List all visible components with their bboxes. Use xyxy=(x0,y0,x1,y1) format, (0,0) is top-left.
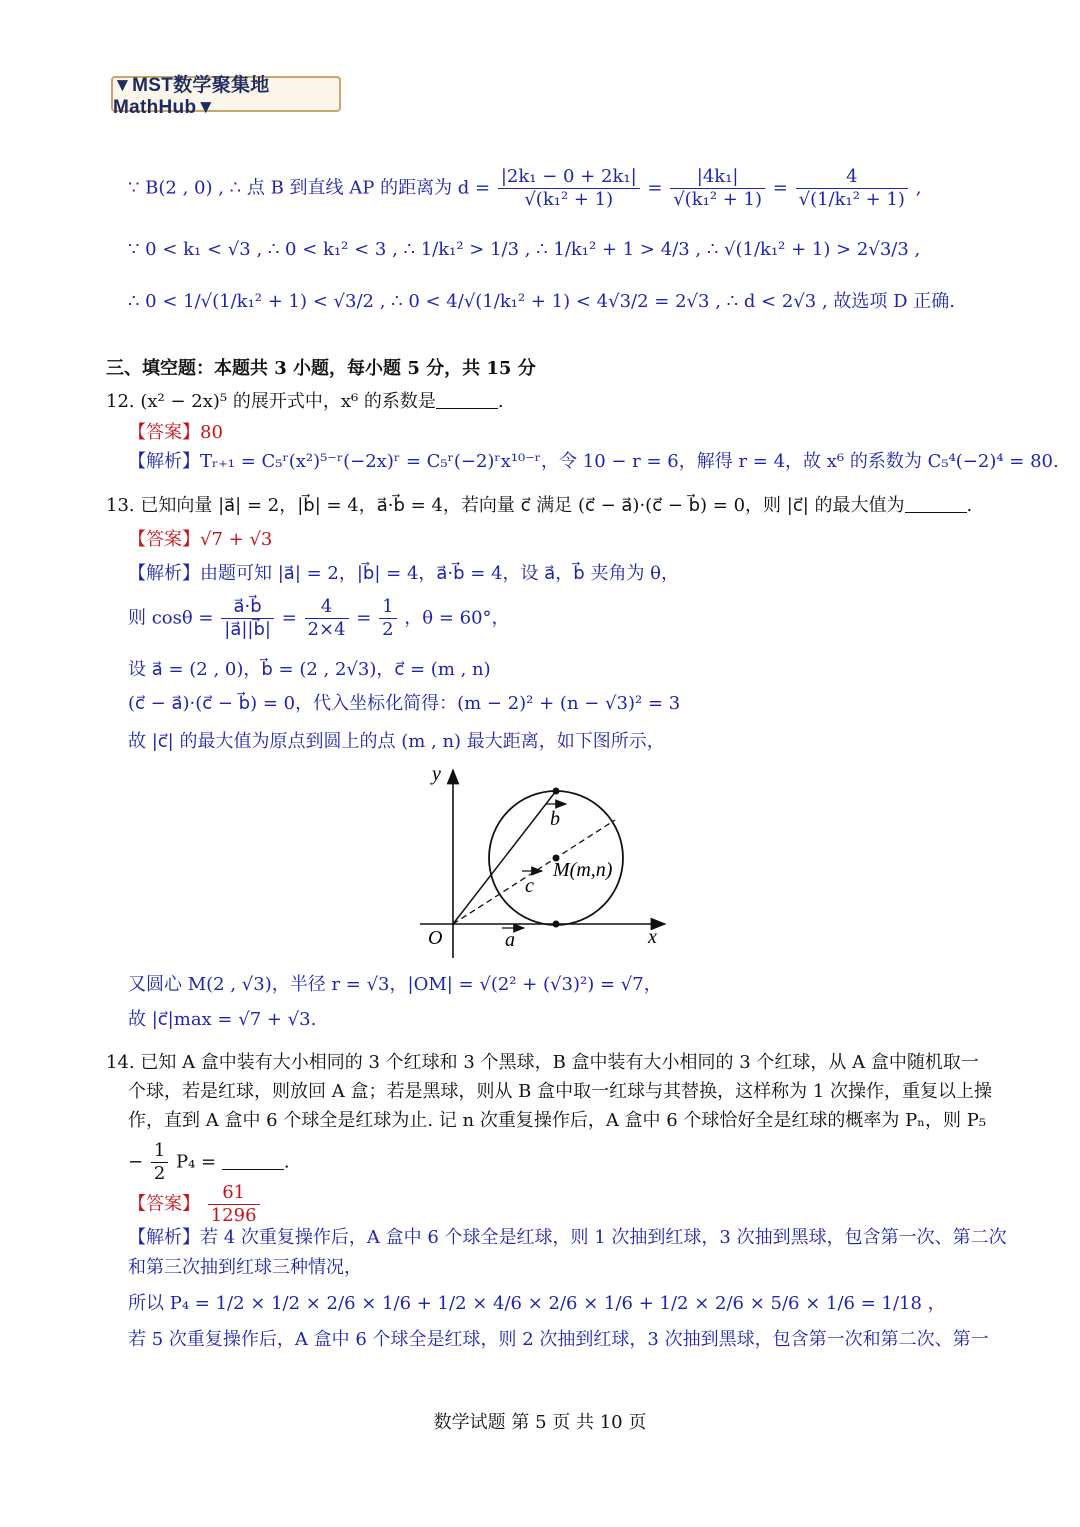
q13-stem xyxy=(106,494,972,518)
q11-eq: = xyxy=(647,177,669,199)
q14-analysis-1 xyxy=(128,1226,1007,1250)
q14-answer-den: 1296 xyxy=(210,1205,257,1226)
q14-analysis-2: 和第三次抽到红球三种情况， xyxy=(128,1257,362,1278)
q12-analysis-text: Tᵣ₊₁ = C₅ʳ(x²)⁵⁻ʳ(−2x)ʳ = C₅ʳ(−2)ʳx¹⁰⁻ʳ，令 10 − r = 6，解得 r = 4，故 x⁶ 的系数为 C₅⁴(−2)⁴ = 80. xyxy=(200,451,1059,472)
q13-frac1-num: a⃗·b⃗ xyxy=(221,596,274,619)
origin-label: O xyxy=(428,927,443,949)
q14-stem-4 xyxy=(128,1140,290,1185)
q13-a2-prefix: 则 cosθ = xyxy=(128,607,220,629)
q14-a1: 若 4 次重复操作后，A 盒中 6 个球全是红球，则 1 次抽到红球，3 次抽到黑球，包含第一次、第二次 xyxy=(200,1227,1007,1248)
b-label: b xyxy=(550,808,560,830)
page-footer: 数学试题 第 5 页 共 10 页 xyxy=(433,1412,647,1433)
analysis-tag: 【解析】 xyxy=(128,451,200,472)
q13-analysis-3: 设 a⃗ = (2 , 0)，b⃗ = (2 , 2√3)，c⃗ = (m , n) xyxy=(128,659,491,680)
mathhub-logo xyxy=(111,74,341,118)
x-label: x xyxy=(648,926,657,948)
q11-inequality-line: ∵ 0 < k₁ < √3 , ∴ 0 < k₁² < 3 , ∴ 1/k₁² > 1/3 , ∴ 1/k₁² + 1 > 4/3 , ∴ √(1/k₁² + 1) > 2√3/3 , xyxy=(128,239,921,260)
q11-frac2 xyxy=(670,166,765,211)
answer-tag: 【答案】 xyxy=(128,1193,200,1215)
analysis-tag: 【解析】 xyxy=(128,563,200,584)
q14-frac-num: 1 xyxy=(151,1140,168,1163)
q14-l4-mid: P₄ = xyxy=(176,1151,222,1173)
q13-frac2 xyxy=(305,596,349,641)
q12-analysis xyxy=(128,450,1059,474)
q13-analysis-1 xyxy=(128,562,679,586)
q14-stem-3: 作，直到 A 盒中 6 个球全是红球为止. 记 n 次重复操作后，A 盒中 6 个球恰好全是红球的概率为 Pₙ，则 P₅ xyxy=(128,1110,987,1131)
q14-answer-frac xyxy=(208,1182,260,1227)
q14-analysis-4: 若 5 次重复操作后，A 盒中 6 个球全是红球，则 2 次抽到红球，3 次抽到黑球，包含第一次和第二次、第一 xyxy=(128,1329,989,1350)
q14-answer xyxy=(128,1182,262,1227)
q13-frac1-den: |a⃗||b⃗| xyxy=(224,619,271,640)
answer-blank xyxy=(436,390,498,409)
q14-l4-end: . xyxy=(283,1151,290,1173)
q14-stem-2: 个球，若是红球，则放回 A 盒；若是黑球，则从 B 盒中取一红球与其替换，这样称为 1 次操作，重复以上操 xyxy=(128,1081,993,1102)
answer-blank xyxy=(905,494,967,513)
q14-frac xyxy=(151,1140,168,1185)
logo-text: ▼MST数学聚集地MathHub▼ xyxy=(113,74,270,118)
q13-frac2-den: 2×4 xyxy=(307,619,346,640)
q12-stem-text: 12. (x² − 2x)⁵ 的展开式中，x⁶ 的系数是 xyxy=(106,391,436,412)
q11-distance-line: ∵ B(2 , 0) , ∴ 点 B 到直线 AP 的距离为 d = $\frac{\text{|2k₁ − 0 + 2k₁|}}{\text{√(k₁² + 1)}}$ = $\frac{\text{|4k₁|}}{\text{√(k₁² + 1)}}$ = $\frac{4}{\text{√(1/k₁² + 1)}}$ , xyxy=(128,166,922,210)
q11-frac2-den: √(k₁² + 1) xyxy=(673,189,763,210)
q12-answer-value: 80 xyxy=(200,422,223,443)
vector-circle-figure xyxy=(410,760,690,970)
q13-analysis-2: 则 cosθ = $\frac{a⃗\cdot b⃗}{|a⃗||b⃗|}$ = $\frac{4}{2\times 4}$ = $\frac{1}{2}$ ，θ = 60°， xyxy=(128,596,510,640)
point-a xyxy=(553,921,560,928)
q11-frac1-den: √(k₁² + 1) xyxy=(524,189,614,210)
q13-a2-end: ，θ = 60°， xyxy=(404,607,510,629)
q14-answer-num: 61 xyxy=(208,1182,260,1205)
y-label: y xyxy=(432,763,441,785)
vector-b-line xyxy=(453,791,556,924)
q11-frac1-num: |2k₁ − 0 + 2k₁| xyxy=(498,166,640,189)
q14-stem-1: 14. 已知 A 盒中装有大小相同的 3 个红球和 3 个黑球，B 盒中装有大小相同的 3 个红球，从 A 盒中随机取一 xyxy=(106,1052,979,1073)
answer-tag: 【答案】 xyxy=(128,422,200,443)
q11-frac2-num: |4k₁| xyxy=(670,166,765,189)
q13-answer xyxy=(128,528,272,552)
answer-tag: 【答案】 xyxy=(128,529,200,550)
q11-frac3-den: √(1/k₁² + 1) xyxy=(798,189,905,210)
q11-frac3-num: 4 xyxy=(796,166,908,189)
q11-frac3 xyxy=(796,166,908,211)
q14-l4-prefix: − xyxy=(128,1151,149,1173)
q13-frac2-num: 4 xyxy=(305,596,349,619)
q11-frac1 xyxy=(498,166,640,211)
q13-analysis-6: 又圆心 M(2 , √3)，半径 r = √3，|OM| = √(2² + (√3)²) = √7， xyxy=(128,974,662,995)
c-label: c xyxy=(525,875,534,897)
q13-frac1 xyxy=(221,596,274,641)
q11-conclusion-line: ∴ 0 < 1/√(1/k₁² + 1) < √3/2 , ∴ 0 < 4/√(1/k₁² + 1) < 4√3/2 = 2√3 , ∴ d < 2√3 , 故选项 D 正确. xyxy=(128,291,955,312)
q13-frac3-num: 1 xyxy=(379,596,396,619)
q13-stem-text: 13. 已知向量 |a⃗| = 2，|b⃗| = 4，a⃗·b⃗ = 4，若向量 c⃗ 满足 (c⃗ − a⃗)·(c⃗ − b⃗) = 0，则 |c⃗| 的最大值为 xyxy=(106,495,905,516)
q13-answer-value: √7 + √3 xyxy=(200,529,273,550)
q13-frac3 xyxy=(379,596,396,641)
m-label: M(m,n) xyxy=(553,859,613,881)
analysis-tag: 【解析】 xyxy=(128,1227,200,1248)
q13-analysis-5: 故 |c⃗| 的最大值为原点到圆上的点 (m , n) 最大距离，如下图所示， xyxy=(128,731,665,752)
q13-analysis-4: (c⃗ − a⃗)·(c⃗ − b⃗) = 0，代入坐标化简得：(m − 2)² + (n − √3)² = 3 xyxy=(128,693,681,714)
q13-analysis-7: 故 |c⃗|max = √7 + √3. xyxy=(128,1009,317,1030)
q12-stem-end: . xyxy=(497,391,504,412)
q13-stem-end: . xyxy=(966,495,973,516)
point-b xyxy=(553,788,560,795)
q13-frac3-den: 2 xyxy=(382,619,394,640)
q11-l1-end: , xyxy=(915,177,922,199)
q14-analysis-3: 所以 P₄ = 1/2 × 1/2 × 2/6 × 1/6 + 1/2 × 4/6 × 2/6 × 1/6 + 1/2 × 2/6 × 5/6 × 1/6 = 1/18 ， xyxy=(128,1293,946,1314)
q12-stem xyxy=(106,390,504,414)
q14-frac-den: 2 xyxy=(153,1163,166,1184)
q11-l1-prefix: ∵ B(2 , 0) , ∴ 点 B 到直线 AP 的距离为 d = xyxy=(128,177,496,199)
q13-a1: 由题可知 |a⃗| = 2，|b⃗| = 4，a⃗·b⃗ = 4，设 a⃗，b⃗ 夹角为 θ， xyxy=(200,563,680,584)
a-label: a xyxy=(505,929,515,951)
section-title: 三、填空题：本题共 3 小题，每小题 5 分，共 15 分 xyxy=(106,358,536,379)
q12-answer xyxy=(128,421,223,445)
answer-blank xyxy=(222,1151,284,1170)
